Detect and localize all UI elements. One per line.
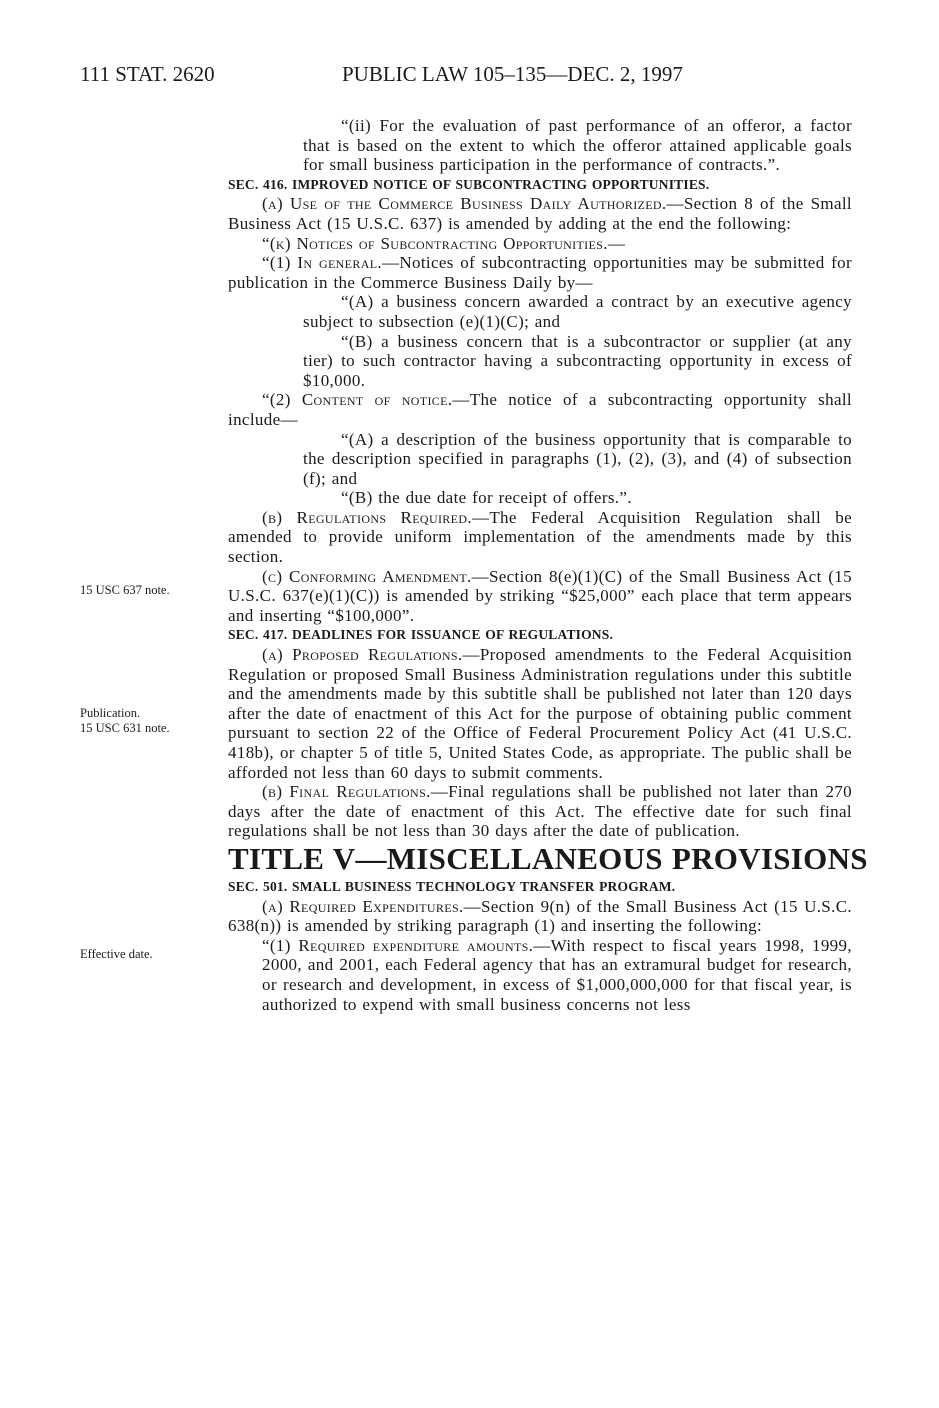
section-501-heading: SEC. 501. SMALL BUSINESS TECHNOLOGY TRANSFER PROGRAM. bbox=[228, 878, 676, 894]
subsection-417-a-text: Proposed amendments to the Federal Acquisition Regulation or proposed Small Business Administration regulations under this subtitle and the amendments made by this subtitle shall be published not later than 120 days after the date of enactment of this Act for the purpose of obtaining public comment pursuant to section 22 of the Office of Federal Procurement Policy Act (41 U.S.C. 418b), or chapter 5 of title 5, United States Code, as appropriate. The public shall be afforded not less than 60 days to submit comments. bbox=[228, 645, 852, 782]
subsection-417-b-text: Final regulations shall be published not later than 270 days after the date of enactment of this Act. The effective date for such final regulations shall be not less than 30 days after the date of publication. bbox=[228, 782, 852, 841]
subsection-417-a bbox=[228, 645, 852, 782]
title-v-heading: TITLE V—MISCELLANEOUS PROVISIONS bbox=[228, 840, 868, 876]
paragraph-2-text: The notice of a subcontracting opportunity shall include— bbox=[228, 390, 852, 429]
subsection-501-a-text: Section 9(n) of the Small Business Act (15 U.S.C. 638(n)) is amended by striking paragraph (1) and inserting the following: bbox=[228, 896, 852, 936]
subsection-417-b-heading: (b) Final Regulations.— bbox=[262, 782, 449, 802]
section-417-heading: SEC. 417. DEADLINES FOR ISSUANCE OF REGULATIONS. bbox=[228, 627, 614, 643]
subsection-k-heading-line bbox=[228, 234, 852, 254]
section-416-heading: SEC. 416. IMPROVED NOTICE OF SUBCONTRACTING OPPORTUNITIES. bbox=[228, 176, 710, 192]
subsection-501-a bbox=[228, 897, 852, 936]
subsection-501-a-heading: (a) Required Expenditures.— bbox=[262, 896, 481, 916]
subparagraph-1-A: “(A) a business concern awarded a contract by an executive agency subject to subsection (e)(1)(C); and bbox=[303, 292, 852, 331]
margin-note-publication: Publication. bbox=[80, 706, 141, 720]
subsection-416-b-text: The Federal Acquisition Regulation shall be amended to provide uniform implementation of the amendments made by this section. bbox=[228, 507, 852, 567]
subsection-416-c-heading: (c) Conforming Amendment.— bbox=[262, 566, 489, 586]
subparagraph-2-A: “(A) a description of the business opportunity that is comparable to the description specified in paragraphs (1), (2), (3), and (4) of subsection (f); and bbox=[303, 429, 852, 488]
margin-note-effective-date: Effective date. bbox=[80, 947, 153, 961]
subsection-416-c bbox=[228, 567, 852, 626]
subsection-416-c-text: Section 8(e)(1)(C) of the Small Business Act (15 U.S.C. 637(e)(1)(C)) is amended by striking “$25,000” each place that term appears and inserting “$100,000”. bbox=[228, 566, 852, 625]
paragraph-1-text: Notices of subcontracting opportunities may be submitted for publication in the Commerce Business Daily by— bbox=[228, 253, 853, 292]
stat-page-reference: 111 STAT. 2620 bbox=[80, 62, 215, 86]
margin-note-15-usc-631: 15 USC 631 note. bbox=[80, 721, 170, 735]
clause-ii: “(ii) For the evaluation of past performance of an offeror, a factor that is based on the extent to which the offeror attained applicable goals for small business participation in the performance of contracts.”. bbox=[303, 116, 852, 175]
paragraph-1-heading: “(1) In general.— bbox=[262, 253, 400, 273]
subsection-417-a-heading: (a) Proposed Regulations.— bbox=[262, 645, 480, 665]
statute-body bbox=[228, 116, 868, 1014]
paragraph-501-1 bbox=[228, 936, 852, 1014]
paragraph-2 bbox=[228, 390, 852, 429]
paragraph-501-1-text: With respect to fiscal years 1998, 1999, 2000, and 2001, each Federal agency that has an extramural budget for research, or research and development, in excess of $1,000,000,000 for that fiscal year, is authorized to expend with small business concerns not less bbox=[262, 935, 852, 1014]
subsection-k-heading: “(k) Notices of Subcontracting Opportunities.— bbox=[262, 233, 626, 253]
subparagraph-1-B: “(B) a business concern that is a subcontractor or supplier (at any tier) to such contractor having a subcontracting opportunity in excess of $10,000. bbox=[303, 331, 852, 390]
margin-note-15-usc-637: 15 USC 637 note. bbox=[80, 583, 170, 597]
subsection-417-b bbox=[228, 782, 852, 841]
public-law-reference: PUBLIC LAW 105–135—DEC. 2, 1997 bbox=[342, 62, 683, 86]
subsection-416-b bbox=[228, 508, 852, 567]
subsection-416-b-heading: (b) Regulations Required.— bbox=[262, 507, 490, 527]
paragraph-1 bbox=[228, 253, 852, 292]
running-header bbox=[0, 62, 939, 92]
subsection-416-a-heading: (a) Use of the Commerce Business Daily Authorized.— bbox=[262, 194, 684, 214]
paragraph-2-heading: “(2) Content of notice.— bbox=[262, 390, 470, 410]
paragraph-501-1-heading: “(1) Required expenditure amounts.— bbox=[262, 935, 551, 955]
subparagraph-2-B: “(B) the due date for receipt of offers.”. bbox=[341, 488, 632, 508]
subsection-416-a-text: Section 8 of the Small Business Act (15 U.S.C. 637) is amended by adding at the end the following: bbox=[228, 194, 852, 233]
subsection-416-a bbox=[228, 194, 852, 233]
